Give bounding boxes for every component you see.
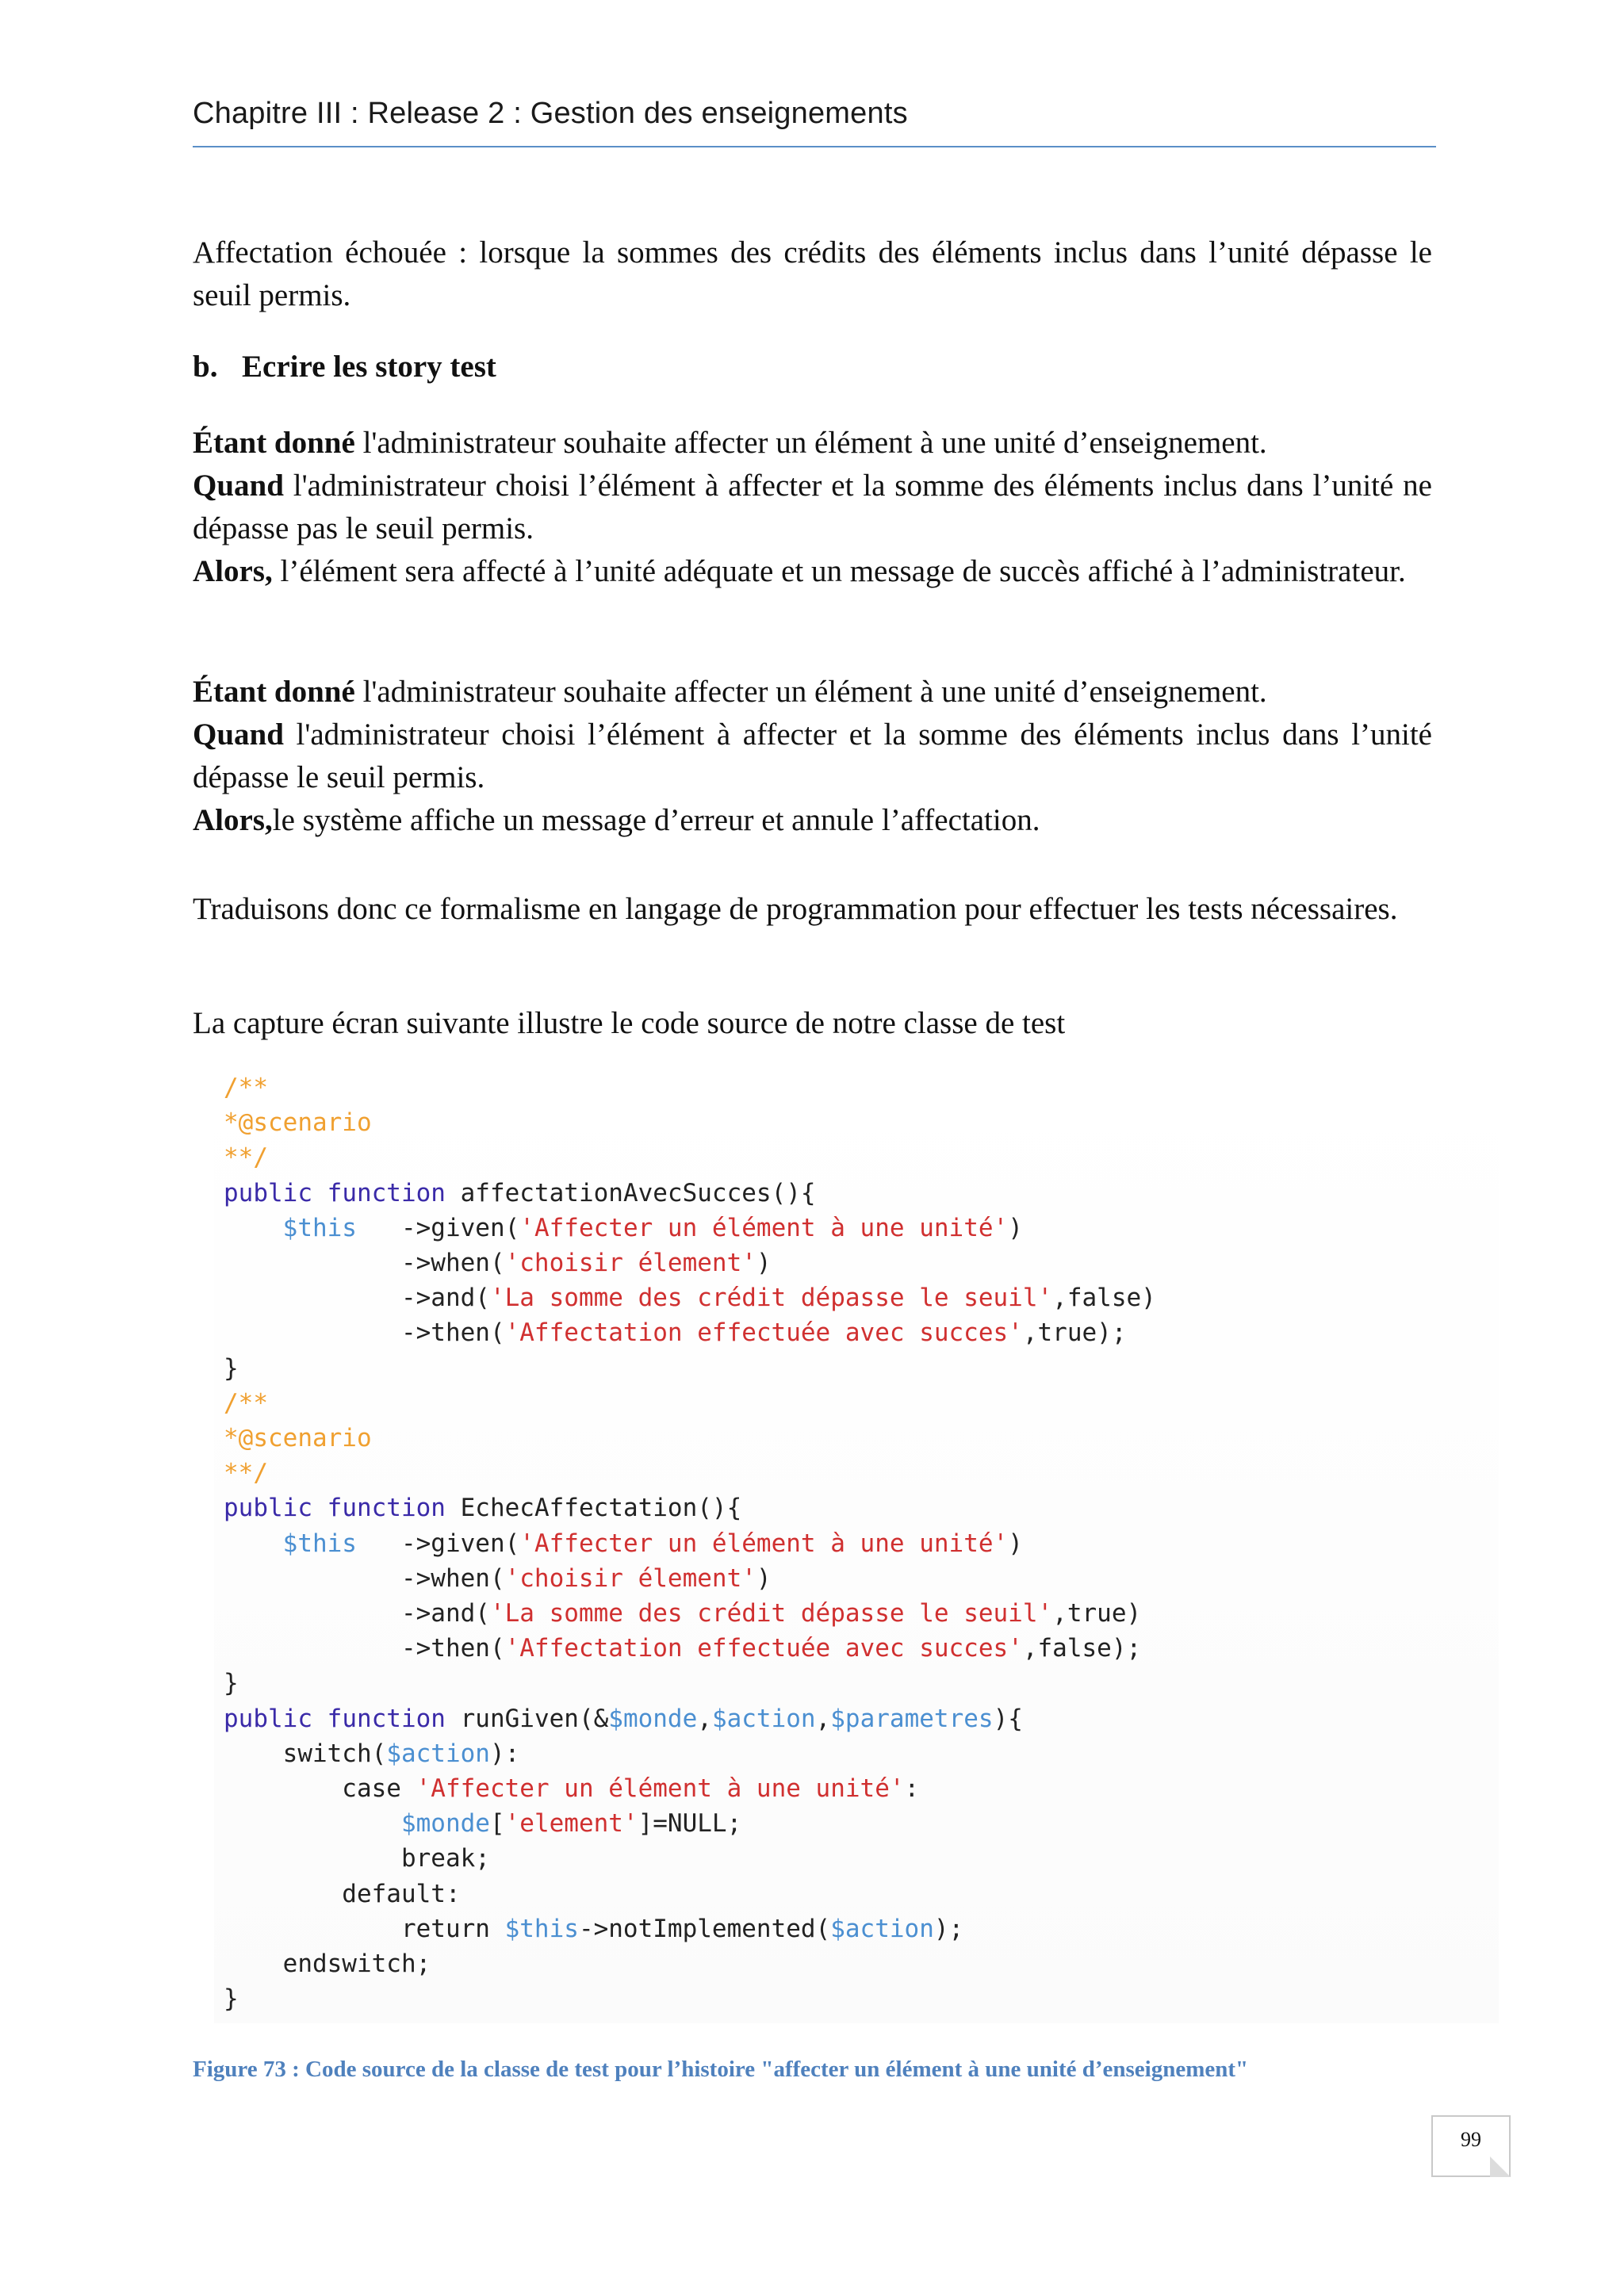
code-token: EchecAffectation(){ <box>460 1494 742 1523</box>
code-token: ->and( <box>224 1284 490 1313</box>
code-token: $action <box>386 1739 490 1768</box>
code-token: 'Affecter un élément à une unité' <box>416 1774 905 1803</box>
code-token: $this <box>224 1529 357 1558</box>
code-line <box>224 1773 919 1804</box>
code-token: return <box>224 1914 505 1943</box>
page-number: 99 <box>1461 2128 1481 2151</box>
code-token: , <box>815 1704 831 1733</box>
code-line <box>224 1107 372 1138</box>
scenario-1-when <box>193 465 1432 550</box>
code-token: runGiven(& <box>460 1704 609 1733</box>
code-token: ->given( <box>356 1213 520 1242</box>
code-token: ): <box>489 1739 520 1768</box>
scenario-2-when <box>193 714 1432 799</box>
code-token: break; <box>224 1844 490 1873</box>
paragraph-traduisons: Traduisons donc ce formalisme en langage de programmation pour effectuer les tests nécessaires. <box>193 892 1398 926</box>
code-line <box>224 1563 772 1594</box>
when-keyword: Quand <box>193 469 284 503</box>
scenario-2-given <box>193 671 1432 714</box>
code-token: } <box>224 1353 239 1383</box>
code-line <box>224 1667 239 1699</box>
section-letter: b. <box>193 350 218 384</box>
code-token: ); <box>933 1914 964 1943</box>
section-heading <box>193 349 496 385</box>
code-token: affectationAvecSucces(){ <box>460 1178 816 1207</box>
header-title: Chapitre III : Release 2 : Gestion des enseignements <box>193 97 908 130</box>
code-token: public <box>224 1704 327 1733</box>
code-token: 'Affectation effectuée avec succes' <box>504 1318 1023 1348</box>
code-token: switch( <box>224 1739 387 1768</box>
code-token: $monde <box>400 1809 490 1839</box>
code-token: default: <box>224 1879 461 1908</box>
code-line <box>224 1492 741 1524</box>
code-token: 'La somme des crédit dépasse le seuil' <box>489 1284 1053 1313</box>
code-token: 'element' <box>504 1809 638 1839</box>
code-line <box>224 1212 1023 1244</box>
code-token: ){ <box>993 1704 1023 1733</box>
code-token: 'Affecter un élément à une unité' <box>519 1529 1009 1558</box>
code-token: $parametres <box>830 1704 994 1733</box>
code-token: ) <box>1008 1213 1023 1242</box>
code-token: function <box>327 1178 461 1207</box>
code-token: ]=NULL; <box>638 1809 742 1839</box>
code-line <box>224 1353 239 1384</box>
code-line <box>224 1282 1156 1314</box>
code-token: function <box>327 1494 461 1523</box>
code-token: ->and( <box>224 1599 490 1628</box>
code-token: $action <box>830 1914 934 1943</box>
code-token: $action <box>711 1704 816 1733</box>
code-token: $this <box>224 1213 357 1242</box>
code-token: function <box>327 1704 461 1733</box>
code-token: ) <box>756 1249 772 1277</box>
story-scenario-1 <box>193 422 1432 593</box>
section-title: Ecrire les story test <box>242 350 496 384</box>
code-line <box>224 1703 1023 1735</box>
code-screenshot <box>214 1072 1499 2023</box>
code-line <box>224 1072 268 1104</box>
page-number-box <box>1431 2115 1511 2177</box>
code-token <box>224 1809 401 1838</box>
code-token: /** <box>224 1388 268 1418</box>
code-token: ->when( <box>224 1563 505 1593</box>
code-token: **/ <box>224 1459 268 1488</box>
code-token: 'Affectation effectuée avec succes' <box>504 1634 1023 1663</box>
code-token: $this <box>504 1914 579 1943</box>
code-token: 'Affecter un élément à une unité' <box>519 1213 1009 1242</box>
story-scenario-2 <box>193 671 1432 842</box>
code-line <box>224 1913 963 1945</box>
code-token: ->notImplemented( <box>578 1914 831 1943</box>
code-line <box>224 1142 268 1173</box>
code-line <box>224 1317 1127 1349</box>
code-line <box>224 1387 268 1419</box>
code-token: public <box>224 1178 327 1207</box>
code-token: *@scenario <box>224 1424 372 1452</box>
code-token: endswitch; <box>224 1950 431 1978</box>
code-token: ) <box>1008 1529 1023 1558</box>
then-text: le système affiche un message d’erreur et annule l’affectation. <box>272 803 1040 837</box>
code-token: public <box>224 1494 327 1523</box>
code-token: ) <box>756 1563 772 1593</box>
code-token: case <box>224 1774 416 1803</box>
code-token: ,true); <box>1022 1318 1127 1348</box>
code-line <box>224 1808 741 1839</box>
code-token: } <box>224 1669 239 1698</box>
code-line <box>224 1948 431 1980</box>
code-token: ->when( <box>224 1249 505 1277</box>
code-line <box>224 1177 816 1209</box>
code-token: [ <box>489 1809 505 1839</box>
then-keyword: Alors, <box>193 803 273 837</box>
then-keyword: Alors, <box>193 554 273 588</box>
code-token: 'choisir élement' <box>504 1563 756 1593</box>
code-token: 'La somme des crédit dépasse le seuil' <box>489 1599 1053 1628</box>
given-keyword: Étant donné <box>193 426 355 460</box>
code-line <box>224 1738 519 1770</box>
code-token: 'choisir élement' <box>504 1249 756 1277</box>
given-text: l'administrateur souhaite affecter un élément à une unité d’enseignement. <box>354 426 1267 460</box>
code-token: ->then( <box>224 1318 505 1348</box>
code-line <box>224 1843 490 1874</box>
page-header <box>193 97 1436 147</box>
code-token: ->given( <box>356 1529 520 1558</box>
given-text: l'administrateur souhaite affecter un élément à une unité d’enseignement. <box>354 675 1267 709</box>
code-line <box>224 1422 372 1454</box>
page-fold-corner <box>1490 2156 1511 2177</box>
when-text: l'administrateur choisi l’élément à affecter et la somme des éléments inclus dans l’unité dépasse le seuil permis. <box>193 718 1432 794</box>
code-token: **/ <box>224 1143 268 1173</box>
code-token: : <box>904 1774 920 1803</box>
code-line <box>224 1983 239 2015</box>
code-token: ,true) <box>1052 1599 1142 1628</box>
code-token: ->then( <box>224 1634 505 1663</box>
scenario-1-given <box>193 422 1432 465</box>
code-line <box>224 1457 268 1489</box>
code-line <box>224 1632 1141 1664</box>
scenario-1-then <box>193 550 1432 593</box>
paragraph-affectation-echouee: Affectation échouée : lorsque la sommes des crédits des éléments inclus dans l’unité dépasse le seuil permis. <box>193 235 1432 312</box>
when-keyword: Quand <box>193 718 284 752</box>
code-line <box>224 1598 1141 1629</box>
code-token: , <box>697 1704 712 1733</box>
scenario-2-then <box>193 799 1432 842</box>
code-token: ,false); <box>1022 1634 1142 1663</box>
given-keyword: Étant donné <box>193 675 355 709</box>
figure-caption: Figure 73 : Code source de la classe de test pour l’histoire "affecter un élément à une unité d’enseignement" <box>193 2057 1249 2082</box>
code-line <box>224 1878 461 1910</box>
code-token: ,false) <box>1052 1284 1156 1313</box>
code-line <box>224 1528 1023 1559</box>
code-line <box>224 1247 772 1279</box>
code-token: } <box>224 1984 239 2014</box>
when-text: l'administrateur choisi l’élément à affecter et la somme des éléments inclus dans l’unité ne dépasse pas le seuil permis. <box>193 469 1432 545</box>
code-token: *@scenario <box>224 1108 372 1138</box>
code-token: $monde <box>608 1704 698 1733</box>
paragraph-capture: La capture écran suivante illustre le code source de notre classe de test <box>193 1006 1066 1040</box>
then-text: l’élément sera affecté à l’unité adéquate et un message de succès affiché à l’administrateur. <box>272 554 1406 588</box>
code-token: /** <box>224 1073 268 1102</box>
